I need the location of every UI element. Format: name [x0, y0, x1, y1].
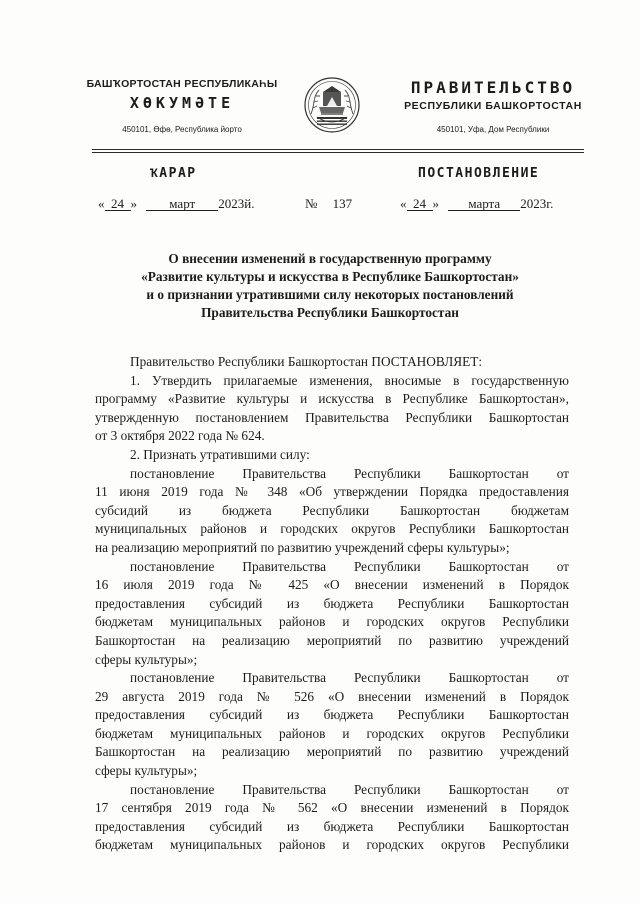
- body-line: программу «Развитие культуры и искусства в Республике Башкортостан»,: [95, 391, 569, 407]
- body-line: 17 сентября 2019 года № 562 «О внесении изменений в Порядок: [95, 800, 569, 816]
- title-line: и о признании утратившими силу некоторых постановлений: [146, 287, 514, 302]
- header-left-block: [82, 78, 282, 134]
- body-line: бюджетам муниципальных районов и городских округов Республики: [95, 725, 569, 741]
- doc-type-postanovlenie: ПОСТАНОВЛЕНИЕ: [418, 166, 540, 181]
- header-right-title: ПРАВИТЕЛЬСТВО: [410, 78, 576, 97]
- body-line: 2. Признать утратившими силу:: [130, 446, 310, 462]
- document-number: [305, 196, 352, 212]
- body-line: бюджетам муниципальных районов и городских округов Республики: [95, 837, 569, 853]
- body-line: на реализацию мероприятий по развитию учреждений сферы культуры»;: [95, 539, 510, 555]
- body-line: предоставления субсидий из бюджета Республики Башкортостан: [95, 595, 569, 611]
- date-left-year-suffix: 23й.: [231, 196, 255, 211]
- document-body: [95, 353, 569, 855]
- date-left: [98, 196, 254, 212]
- date-right-month: марта: [448, 198, 520, 211]
- date-right-open-quote: «: [400, 196, 407, 211]
- body-line: постановление Правительства Республики Башкортостан от: [130, 670, 569, 686]
- date-left-day: 24: [105, 198, 131, 211]
- date-left-year-prefix: 20: [218, 196, 232, 211]
- body-line: предоставления субсидий из бюджета Республики Башкортостан: [95, 707, 569, 723]
- body-line: предоставления субсидий из бюджета Республики Башкортостан: [95, 818, 569, 834]
- body-line: муниципальных районов и городских округов Республики Башкортостан: [95, 521, 569, 537]
- date-right-year-suffix: 23г.: [533, 196, 554, 211]
- header-right-block: [398, 78, 588, 134]
- number-value: 137: [332, 196, 353, 211]
- body-line: Башкортостан на реализацию мероприятий по развитию учреждений: [95, 632, 569, 648]
- header-divider-thin: [92, 152, 584, 153]
- body-line: сферы культуры»;: [95, 763, 198, 779]
- header-left-title: ХӨКУМӘТЕ: [129, 94, 235, 112]
- document-title: [80, 250, 580, 322]
- body-line: постановление Правительства Республики Башкортостан от: [130, 465, 569, 481]
- title-line: Правительства Республики Башкортостан: [201, 305, 459, 320]
- title-line: О внесении изменений в государственную программу: [168, 251, 492, 266]
- date-right-day: 24: [407, 198, 433, 211]
- body-line: Правительство Республики Башкортостан ПОСТАНОВЛЯЕТ:: [130, 354, 483, 369]
- number-sign: №: [305, 196, 318, 211]
- header-right-subtitle: РЕСПУБЛИКИ БАШКОРТОСТАН: [404, 100, 582, 112]
- header-left-address: 450101, Өфө, Республика йорто: [122, 125, 242, 134]
- header-left-name: БАШҠОРТОСТАН РЕСПУБЛИКАҺЫ: [86, 78, 278, 90]
- body-line: субсидий из бюджета Республики Башкортостан бюджетам: [95, 502, 569, 518]
- body-line: утвержденную постановлением Правительства Республики Башкортостан: [95, 409, 569, 425]
- body-line: постановление Правительства Республики Башкортостан от: [130, 558, 569, 574]
- date-left-close-quote: »: [130, 196, 137, 211]
- date-left-month: март: [146, 198, 218, 211]
- date-left-open-quote: «: [98, 196, 105, 211]
- body-line: от 3 октября 2022 года № 624.: [95, 428, 265, 444]
- date-right-close-quote: »: [432, 196, 439, 211]
- date-right: [400, 196, 553, 212]
- body-line: 11 июня 2019 года № 348 «Об утверждении Порядка предоставления: [95, 484, 569, 500]
- date-right-year-prefix: 20: [520, 196, 534, 211]
- header-right-address: 450101, Уфа, Дом Республики: [436, 125, 550, 134]
- body-line: Башкортостан на реализацию мероприятий по развитию учреждений: [95, 744, 569, 760]
- title-line: «Развитие культуры и искусства в Республике Башкортостан»: [141, 269, 519, 284]
- body-line: 16 июля 2019 года № 425 «О внесении изменений в Порядок: [95, 577, 569, 593]
- body-line: постановление Правительства Республики Башкортостан от: [130, 781, 569, 797]
- coat-of-arms-emblem-icon: [303, 76, 361, 134]
- body-line: бюджетам муниципальных районов и городских округов Республики: [95, 614, 569, 630]
- header-divider-thick: [92, 149, 584, 150]
- body-line: сферы культуры»;: [95, 651, 198, 667]
- body-line: 29 августа 2019 года № 526 «О внесении изменений в Порядок: [95, 688, 569, 704]
- body-line: 1. Утвердить прилагаемые изменения, вносимые в государственную: [130, 372, 569, 388]
- doc-type-karar: ҠАРАР: [150, 166, 197, 181]
